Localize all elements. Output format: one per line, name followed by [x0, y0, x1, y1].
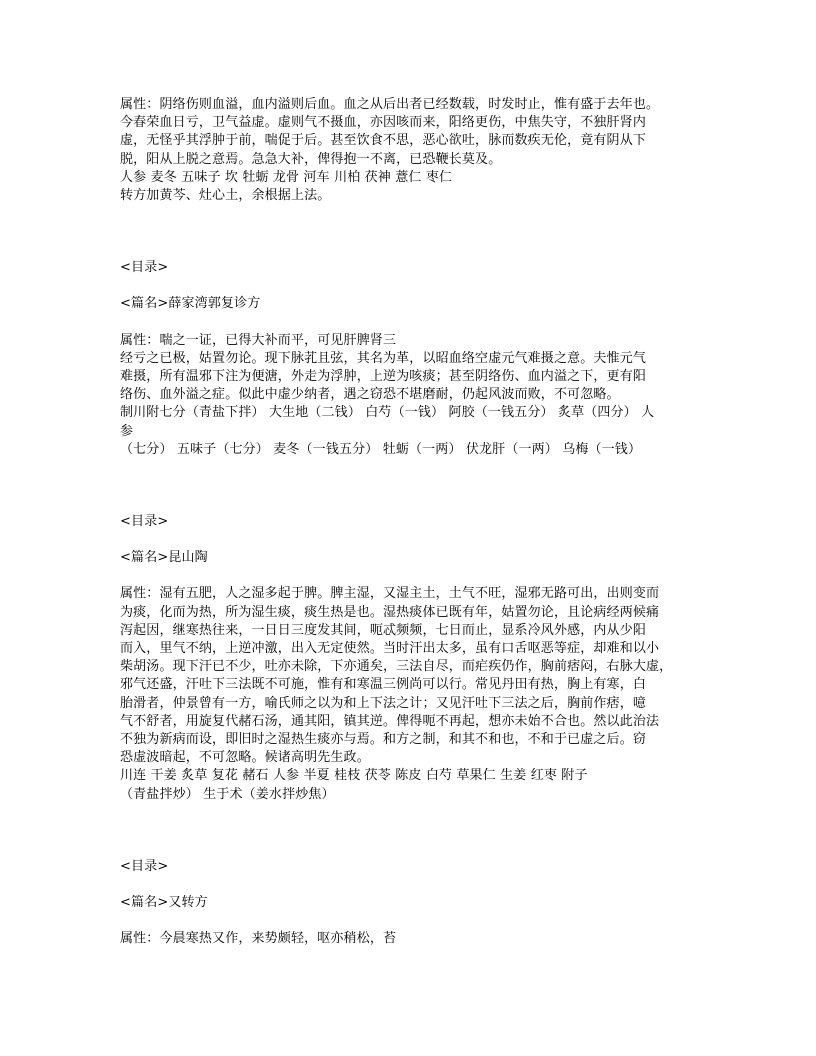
text-line: 属性：阴络伤则血溢，血内溢则后血。血之从后出者已经数载，时发时止，惟有盛于去年也。: [120, 97, 660, 112]
text-line: 不独为新病而设，即旧时之湿热生痰亦与焉。和方之制，和其不和也，不和于已虚之后。窃: [120, 732, 647, 748]
text-line: 属性：湿有五肥，人之湿多起于脾。脾主湿，又湿主土，土气不旺，湿邪无路可出，出则变而: [120, 586, 660, 602]
text-line: 经亏之已极，姑置勿论。现下脉芤且弦，其名为革，以昭血络空虚元气难摄之意。夫惟元气: [120, 350, 647, 366]
toc-link[interactable]: <目录>: [120, 260, 169, 276]
text-line: 脱，阳从上脱之意焉。急急大补，俾得抱一不离，已恐鞭长莫及。: [120, 151, 502, 167]
text-line: 转方加黄芩、灶心土，余根据上法。: [120, 188, 331, 204]
herb-list: 参: [120, 423, 134, 439]
toc-link[interactable]: <目录>: [120, 514, 169, 530]
text-line: 虚，无怪乎其浮肿于前，喘促于后。甚至饮食不思，恶心欲吐，脉而数疾无伦，竟有阴从下: [120, 133, 647, 149]
section-4-attributes: [120, 930, 700, 948]
text-line: 柴胡汤。现下汗已不少，吐亦未除，下亦通矣，三法自尽，而疟疾仍作，胸前痞闷，右脉大虚，: [120, 659, 673, 675]
text-line: 泻起因，继寒热往来，一日日三度发其间，呃忒频频，七日而止，显系冷风外感，内从少阳: [120, 622, 647, 638]
herb-list: 人参 麦冬 五味子 坎 牡蛎 龙骨 河车 川柏 茯神 薏仁 枣仁: [120, 169, 453, 185]
text-line: 邪气还盛，汗吐下三法既不可施，惟有和寒温三例尚可以行。常见丹田有热，胸上有寒，白: [120, 677, 647, 693]
document-page: [120, 96, 700, 949]
herb-list: （青盐拌炒） 生于术（姜水拌炒焦）: [120, 786, 335, 802]
herb-list: （七分） 五味子（七分） 麦冬（一钱五分） 牡蛎（一两） 伏龙肝（一两） 乌梅（一钱）: [120, 441, 642, 457]
section-2-attributes: [120, 332, 700, 459]
section-1-attributes: [120, 96, 700, 205]
text-line: 难摄，所有温邪下注为便溏，外走为浮肿，上逆为咳痰；甚至阴络伤、血内溢之下，更有阳: [120, 369, 647, 385]
text-line: 络伤、血外溢之症。似此中虚少纳者，遇之窃恐不堪磨耐，仍起风波而败，不可忽略。: [120, 387, 620, 403]
herb-list: 川连 干姜 炙草 复花 赭石 人参 半夏 桂枝 茯苓 陈皮 白芍 草果仁 生姜 红枣 附子: [120, 768, 588, 784]
text-line: 胎滑者，仲景曾有一方，喻氏师之以为和上下法之计；又见汗吐下三法之后，胸前作痞，噫: [120, 695, 647, 711]
text-line: 恐虚波暗起，不可忽略。候诸高明先生政。: [120, 750, 370, 766]
toc-link[interactable]: <目录>: [120, 858, 169, 874]
herb-list: 制川附七分（青盐下拌） 大生地（二钱） 白芍（一钱） 阿胶（一钱五分） 炙草（四分） 人: [120, 405, 655, 421]
text-line: 气不舒者，用旋复代赭石汤，通其阳，镇其逆。俾得呃不再起，想亦未始不合也。然以此治法: [120, 713, 660, 729]
text-line: 而入，里气不纳，上逆冲激，出入无定使然。当时汗出太多，虽有口舌呕恶等症，却难和以小: [120, 641, 660, 657]
section-title: <篇名>又转方: [120, 895, 208, 911]
section-3-attributes: [120, 585, 700, 803]
text-line: 为痰，化而为热，所为湿生痰，痰生热是也。湿热痰体已既有年，姑置勿论，且论病经两候痛: [120, 604, 660, 620]
text-line: 属性：今晨寒热又作，来势颇轻，呕亦稍松，苔: [120, 931, 397, 947]
text-line: 属性：喘之一证，已得大补而平，可见肝脾肾三: [120, 332, 397, 348]
section-title: <篇名>薛家湾郭复诊方: [120, 296, 261, 312]
text-line: 今春荣血日亏，卫气益虚。虚则气不摄血，亦因咳而来，阳络更伤，中焦失守，不独肝肾内: [120, 115, 647, 131]
section-title: <篇名>昆山陶: [120, 550, 208, 566]
